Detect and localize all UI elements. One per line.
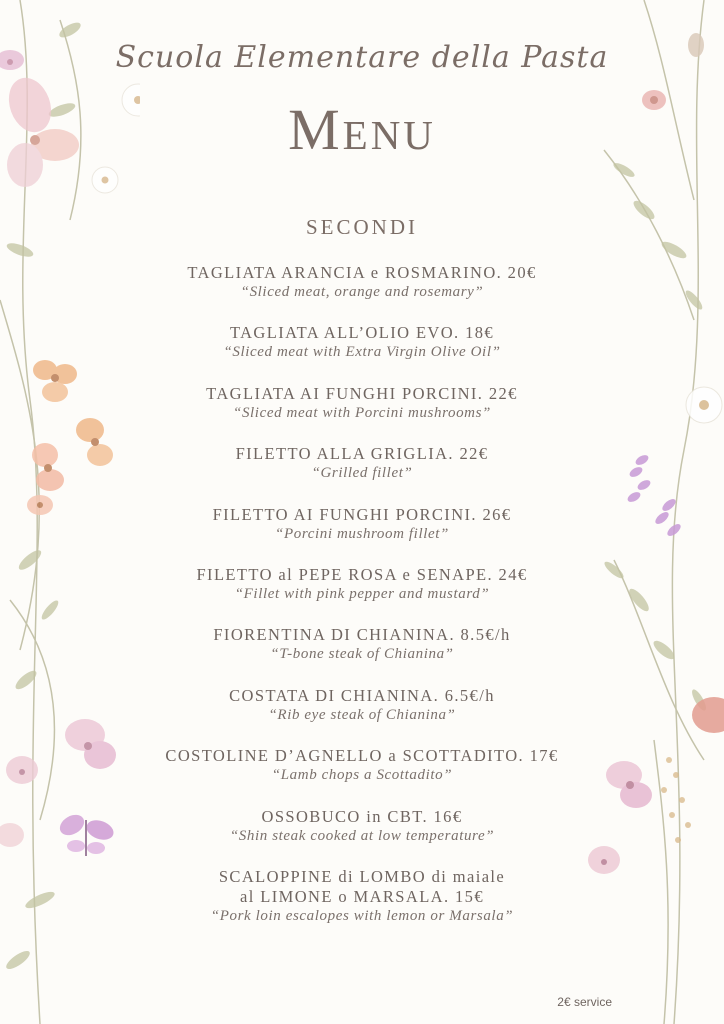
menu-title: Menu (288, 97, 436, 162)
menu-item (150, 505, 574, 565)
menu-item-description: “Sliced meat with Porcini mushrooms” (233, 404, 491, 421)
menu-item (150, 867, 574, 947)
restaurant-name: Scuola Elementare della Pasta (115, 40, 609, 75)
menu-item-description: “Sliced meat, orange and rosemary” (240, 284, 484, 300)
menu-item-description: “Pork loin escalopes with lemon or Marsala” (210, 907, 514, 924)
menu-item-name: FILETTO AI FUNGHI PORCINI. 26€ (212, 504, 512, 524)
menu-item-description: “Shin steak cooked at low temperature” (229, 827, 495, 844)
menu-item-name: COSTOLINE D’AGNELLO a SCOTTADITO. 17€ (165, 746, 559, 766)
menu-item-name: SCALOPPINE di LOMBO di maiale al LIMONE o MARSALA. 15€ (218, 866, 506, 906)
menu-item (150, 444, 574, 504)
menu-item-name: TAGLIATA AI FUNGHI PORCINI. 22€ (206, 383, 518, 403)
menu-item-description: “Grilled fillet” (311, 465, 413, 482)
menu-item-name: FILETTO al PEPE ROSA e SENAPE. 24€ (196, 564, 528, 584)
menu-item-description: “Sliced meat with Extra Virgin Olive Oil” (223, 344, 501, 361)
menu-items-list (150, 263, 574, 947)
menu-item (150, 686, 574, 746)
menu-item (150, 323, 574, 383)
menu-item (150, 807, 574, 867)
menu-item-name: COSTATA DI CHIANINA. 6.5€/h (229, 685, 495, 705)
menu-item-name: TAGLIATA ALL’OLIO EVO. 18€ (229, 323, 495, 343)
menu-item-description: “T-bone steak of Chianina” (270, 646, 454, 663)
service-charge-note: 2€ service (557, 995, 612, 1009)
menu-item (150, 263, 574, 323)
menu-item-description: “Rib eye steak of Chianina” (268, 706, 456, 723)
menu-item-name: TAGLIATA ARANCIA e ROSMARINO. 20€ (187, 263, 537, 282)
menu-item-description: “Fillet with pink pepper and mustard” (234, 585, 490, 602)
menu-item (150, 565, 574, 625)
menu-item-name: FILETTO ALLA GRIGLIA. 22€ (235, 444, 489, 464)
menu-item-name: FIORENTINA DI CHIANINA. 8.5€/h (213, 625, 511, 645)
butterfly-icon (56, 811, 116, 856)
menu-item (150, 625, 574, 685)
section-title: SECONDI (305, 215, 418, 239)
menu-item-description: “Porcini mushroom fillet” (275, 525, 449, 542)
lavender-flower-icon (626, 453, 683, 538)
orange-flower-icon (27, 360, 113, 515)
menu-item-name: OSSOBUCO in CBT. 16€ (261, 806, 463, 826)
menu-item (150, 384, 574, 444)
menu-item (150, 746, 574, 806)
menu-item-description: “Lamb chops a Scottadito” (271, 767, 453, 784)
